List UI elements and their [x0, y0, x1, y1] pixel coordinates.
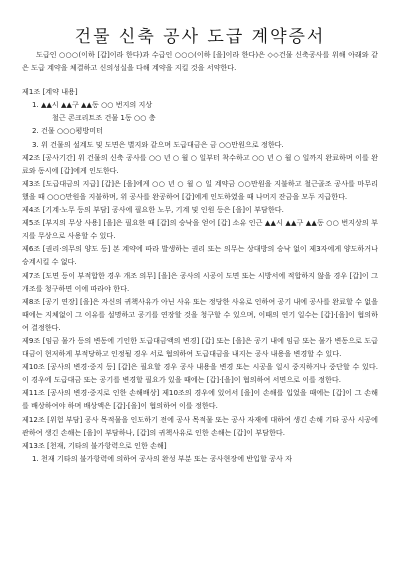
article-13-items [22, 452, 378, 465]
article-13-heading: 제13조 [천재, 기타의 불가항력으로 인한 손해] [22, 440, 167, 450]
article-3: 제3조 [도급대금의 지급] [갑]은 [을]에게 ○○ 년 ○ 월 ○ 일 계약금 ○○만원을 지불하고 철근골조 공사를 마무리 했을 때 ○○○만원을 지불하며, 위 공사를 완공하여 [갑]에게 인도하였을 때 나머지 잔금을 모두 지급한다. [22, 178, 378, 201]
article-10: 제10조 [공사의 변경·중지 등] [갑]은 필요할 경우 공사 내용을 변경 또는 시공을 일시 중지하거나 중단할 수 있다. 이 경우에 도급대금 또는 공기를 변경할 필요가 있을 때에는 [갑]·[을]이 협의하여 서면으로 이를 정한다. [22, 362, 378, 385]
article-1-item: 2. 건물 ○○○평방미터 [32, 126, 103, 136]
intro-paragraph: 도급인 ○○○(이하 [갑]이라 한다)과 수급인 ○○○(이하 [을]이라 한다)은 ◇◇건물 신축공사를 위해 아래와 같은 도급 계약을 체결하고 신의성실을 다해 계약을 지킬 것을 서약한다. [22, 50, 378, 73]
article-4: 제4조 [기계·노무 등의 부담] 공사에 필요한 노무, 기계 및 인원 등은 [을]이 부담한다. [22, 205, 284, 215]
article-6: 제6조 [권리·의무의 양도 등] 본 계약에 따라 발생하는 권리 또는 의무는 상대방의 승낙 없이 제3자에게 양도하거나 승계시킬 수 없다. [22, 244, 378, 267]
article-1-heading: 제1조 [계약 내용] [22, 87, 78, 97]
article-1-item: 1. ▲▲시 ▲▲구 ▲▲동 ○○ 번지의 지상 [32, 100, 153, 110]
article-1-item: 철근 콘크리트조 건물 1동 ○○ 층 [52, 113, 156, 123]
document-title: 건물 신축 공사 도급 계약증서 [74, 27, 326, 47]
article-7: 제7조 [도면 등이 부적합한 경우 개조 의무] [을]은 공사의 시공이 도면 또는 시방서에 적합하지 않을 경우 [갑]이 그 개조를 청구하면 이에 따라야 한다. [22, 270, 378, 293]
article-1-item: 3. 위 건물의 설계도 및 도면은 별지와 같으며 도급대금은 금 ○○만원으로 정한다. [32, 139, 284, 149]
article-2: 제2조 [공사기간] 위 건물의 신축 공사를 ○○ 년 ○ 월 ○ 일부터 착수하고 ○○ 년 ○ 월 ○ 일까지 완료하며 이를 완료와 동시에 [갑]에게 인도한다. [22, 152, 378, 175]
article-13-item: 1. 천재 기타의 불가항력에 의하여 공사의 완성 부분 또는 공사현장에 반입할 공사 자 [32, 453, 292, 463]
article-9: 제9조 [임금 물가 등의 변동에 기인한 도급대금액의 변경] [갑] 또는 [을]은 공기 내에 임금 또는 물가 변동으로 도급대금이 현저하게 부적당하고 인정될 경우 서로 협의하여 도급대금을 내지는 공사 내용을 변경할 수 있다. [22, 335, 378, 359]
article-12: 제12조 [위험 부담] 공사 목적물을 인도하기 전에 공사 목적물 또는 공사 자재에 대하여 생긴 손해 기타 공사 시공에 관하여 생긴 손해는 [을]이 부담하나, [갑]의 귀책사유로 인한 손해는 [갑]이 부담한다. [22, 414, 378, 437]
article-11: 제11조 [공사의 변경·중지로 인한 손해배상] 제10조의 경우에 있어서 [을]이 손해를 입었을 때에는 [갑]이 그 손해를 배상하여야 하며 배상액은 [갑]·[을]이 협의하여 이를 정한다. [22, 388, 378, 411]
article-list [22, 85, 378, 465]
article-5: 제5조 [부지의 무상 사용] [을]은 필요한 때 [갑]의 승낙을 얻어 [갑] 소유 인근 ▲▲시 ▲▲구 ▲▲동 ○○ 번지상의 부지를 무상으로 사용할 수 있다. [22, 218, 378, 241]
article-8: 제8조 [공기 연장] [을]은 자신의 귀책사유가 아닌 사유 또는 정당한 사유로 인하여 공기 내에 공사를 완료할 수 없을 때에는 지체없이 그 이유를 설명하고 공기를 연장할 것을 청구할 수 있으며, 이때의 연기 일수는 [갑]·[을]이 협의하여 결정한다. [22, 296, 378, 332]
article-1-items [22, 98, 378, 150]
